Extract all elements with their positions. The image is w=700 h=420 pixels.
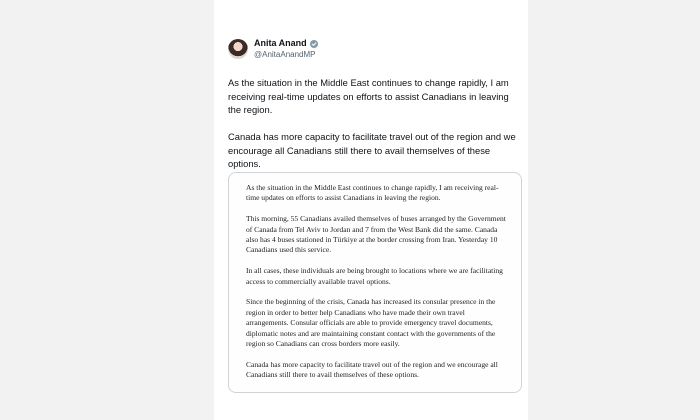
verified-badge-icon (310, 40, 318, 48)
name-row (254, 38, 318, 49)
statement-paragraph: In all cases, these individuals are being brought to locations where we are facilitating access to commercially available travel options. (246, 266, 503, 286)
display-name[interactable]: Anita Anand (254, 38, 307, 48)
handle[interactable]: @AnitaAnandMP (254, 50, 316, 59)
tweet-header (228, 38, 318, 60)
tweet-card (214, 0, 528, 420)
tweet-text (228, 76, 520, 184)
statement-paragraph: Canada has more capacity to facilitate travel out of the region and we encourage all Canadians still there to avail themselves of these options. (246, 359, 498, 380)
statement-image[interactable] (228, 172, 522, 393)
statement-paragraph: As the situation in the Middle East continues to change rapidly, I am receiving real-time updates on efforts to assist Canadians in leaving the region. (246, 183, 499, 203)
author-names (254, 38, 318, 60)
statement-paragraph: This morning, 55 Canadians availed themselves of buses arranged by the Government of Canada from Tel Aviv to Jordan and 7 from the West Bank did the same. Canada also has 4 buses stationed in Türkiye at the border crossing from Iran. Yesterday 10 Canadians used this service. (246, 214, 506, 255)
statement-paragraph: Since the beginning of the crisis, Canada has increased its consular presence in the region in order to better help Canadians who have made their own travel arrangements. Consular officials are able to provide emergency travel documents, diplomatic notes and are maintaining constant contact with the governments of the region so Canadians can cross borders more easily. (246, 297, 496, 349)
avatar[interactable] (228, 39, 248, 59)
tweet-paragraph: As the situation in the Middle East continues to change rapidly, I am receiving real-time updates on efforts to assist Canadians in leaving the region. (228, 77, 509, 115)
tweet-paragraph: Canada has more capacity to facilitate travel out of the region and we encourage all Canadians still there to avail themselves of these options. (228, 131, 516, 169)
